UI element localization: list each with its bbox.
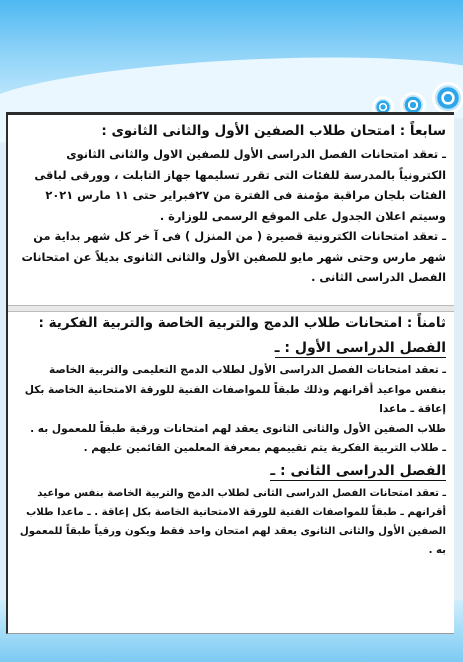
- section-seventh-paragraph-2: ـ تعقد امتحانات الكترونية قصيرة ( من المنزل ) فى آ خر كل شهر بداية من شهر مارس وحتى شهر مايو للصفين الأول والثانى الثانوى بديلاً عن امتحانات الفصل الدراسى الثانى .: [21, 229, 446, 284]
- second-term-block: [18, 459, 446, 560]
- first-term-heading: الفصل الدراسى الأول : ـ: [274, 340, 446, 356]
- first-term-block: [18, 336, 446, 459]
- section-divider: [8, 305, 454, 312]
- second-term-heading: الفصل الدراسى الثانى : ـ: [270, 462, 446, 479]
- first-term-paragraph-1: ـ تعقد امتحانات الفصل الدراسى الأول لطلاب الدمج التعليمى والتربية الخاصة بنفس مواعيد أقرانهم وذلك طبقاً للمواصفات الفنية للورقة الامتحانية الخاصة بكل إعاقة ـ ماعدا: [24, 364, 446, 415]
- section-seventh-paragraph-1: ـ تعقد امتحانات الفصل الدراسى الأول للصفين الاول والثانى الثانوى الكترونياً بالمدرسة للفئات التى تقرر تسليمها جهاز التابلت ، وورقى لباقى الفئات بلجان مراقبة مؤمنة فى الفترة من ٢٧فبراير حتى ١١ مارس ٢٠٢١ وسيتم اعلان الجدول على الموقع الرسمى للوزارة .: [34, 147, 446, 223]
- second-term-paragraph-1: ـ تعقد امتحانات الفصل الدراسى الثانى لطلاب الدمج والتربية الخاصة بنفس مواعيد أقرانهم ـ طبقاً للمواصفات الفنية للورقة الامتحانية الخاصة بكل إعاقة . ـ ماعدا طلاب الصفين الأول والثانى الثانوى يعقد لهم امتحان واحد فقط ويكون ورقياً طبقاً للمعمول به .: [19, 487, 446, 556]
- section-eighth-title: [18, 313, 446, 333]
- decorative-circle-icon: [432, 82, 463, 114]
- first-term-paragraph-3: ـ طلاب التربية الفكرية يتم تقييمهم بمعرفة المعلمين القائمين عليهم .: [83, 442, 446, 454]
- section-seventh: [18, 121, 446, 288]
- section-eighth-heading: امتحانات طلاب الدمج والتربية الخاصة والتربية الفكرية :: [38, 315, 403, 331]
- section-eighth: [18, 313, 446, 560]
- section-seventh-heading: امتحان طلاب الصفين الأول والثانى الثانوى :: [101, 123, 396, 139]
- document-page: [6, 112, 454, 634]
- first-term-paragraph-2: طلاب الصفين الأول والثانى الثانوى يعقد لهم امتحانات ورقية طبقاً للمعمول به .: [30, 422, 446, 435]
- section-eighth-number: ثامناً :: [406, 315, 446, 331]
- section-seventh-title: [18, 121, 446, 141]
- section-seventh-number: سابعاً :: [399, 123, 446, 139]
